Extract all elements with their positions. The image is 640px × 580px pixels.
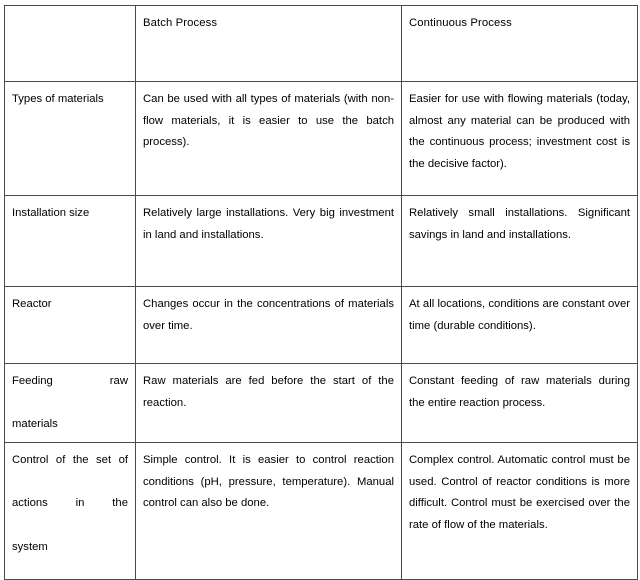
cell-batch-types-of-materials: Can be used with all types of materials (with non-flow materials, it is easier to use the batch process). bbox=[136, 82, 402, 196]
cell-continuous-types-of-materials: Easier for use with flowing materials (today, almost any material can be produced with the continuous process; investment cost is the decisive factor). bbox=[402, 82, 638, 196]
table-header bbox=[5, 6, 638, 82]
row-label-line: system bbox=[12, 540, 48, 553]
cell-continuous-reactor: At all locations, conditions are constant over time (durable conditions). bbox=[402, 287, 638, 364]
row-label-control-of-the-set-of-actions bbox=[5, 443, 136, 580]
cell-continuous-installation-size: Relatively small installations. Significant savings in land and installations. bbox=[402, 196, 638, 287]
cell-continuous-control-of-the-set-of-actions: Complex control. Automatic control must be used. Control of reactor conditions is more difficult. Control must be exercised over the rate of flow of the materials. bbox=[402, 443, 638, 580]
table-body bbox=[5, 82, 638, 580]
row-label-line: actions in the bbox=[12, 497, 128, 510]
cell-batch-installation-size: Relatively large installations. Very big investment in land and installations. bbox=[136, 196, 402, 287]
table-row bbox=[5, 443, 638, 580]
row-label-installation-size: Installation size bbox=[5, 196, 136, 287]
table-row bbox=[5, 287, 638, 364]
row-label-line: Control of the set of bbox=[12, 454, 128, 467]
header-cell-continuous: Continuous Process bbox=[402, 6, 638, 82]
cell-batch-feeding-raw-materials: Raw materials are fed before the start of the reaction. bbox=[136, 364, 402, 443]
cell-batch-reactor: Changes occur in the concentrations of materials over time. bbox=[136, 287, 402, 364]
header-cell-batch: Batch Process bbox=[136, 6, 402, 82]
table-row bbox=[5, 364, 638, 443]
table-row bbox=[5, 82, 638, 196]
cell-continuous-feeding-raw-materials: Constant feeding of raw materials during the entire reaction process. bbox=[402, 364, 638, 443]
row-label-feeding-raw-materials bbox=[5, 364, 136, 443]
header-cell-criterion bbox=[5, 6, 136, 82]
row-label-line: Feeding raw bbox=[12, 375, 128, 387]
row-label-reactor: Reactor bbox=[5, 287, 136, 364]
cell-batch-control-of-the-set-of-actions: Simple control. It is easier to control reaction conditions (pH, pressure, temperature). Manual control can also be done. bbox=[136, 443, 402, 580]
table-row bbox=[5, 196, 638, 287]
comparison-table bbox=[4, 5, 638, 580]
row-label-types-of-materials: Types of materials bbox=[5, 82, 136, 196]
header-row bbox=[5, 6, 638, 82]
row-label-line: materials bbox=[12, 418, 58, 431]
